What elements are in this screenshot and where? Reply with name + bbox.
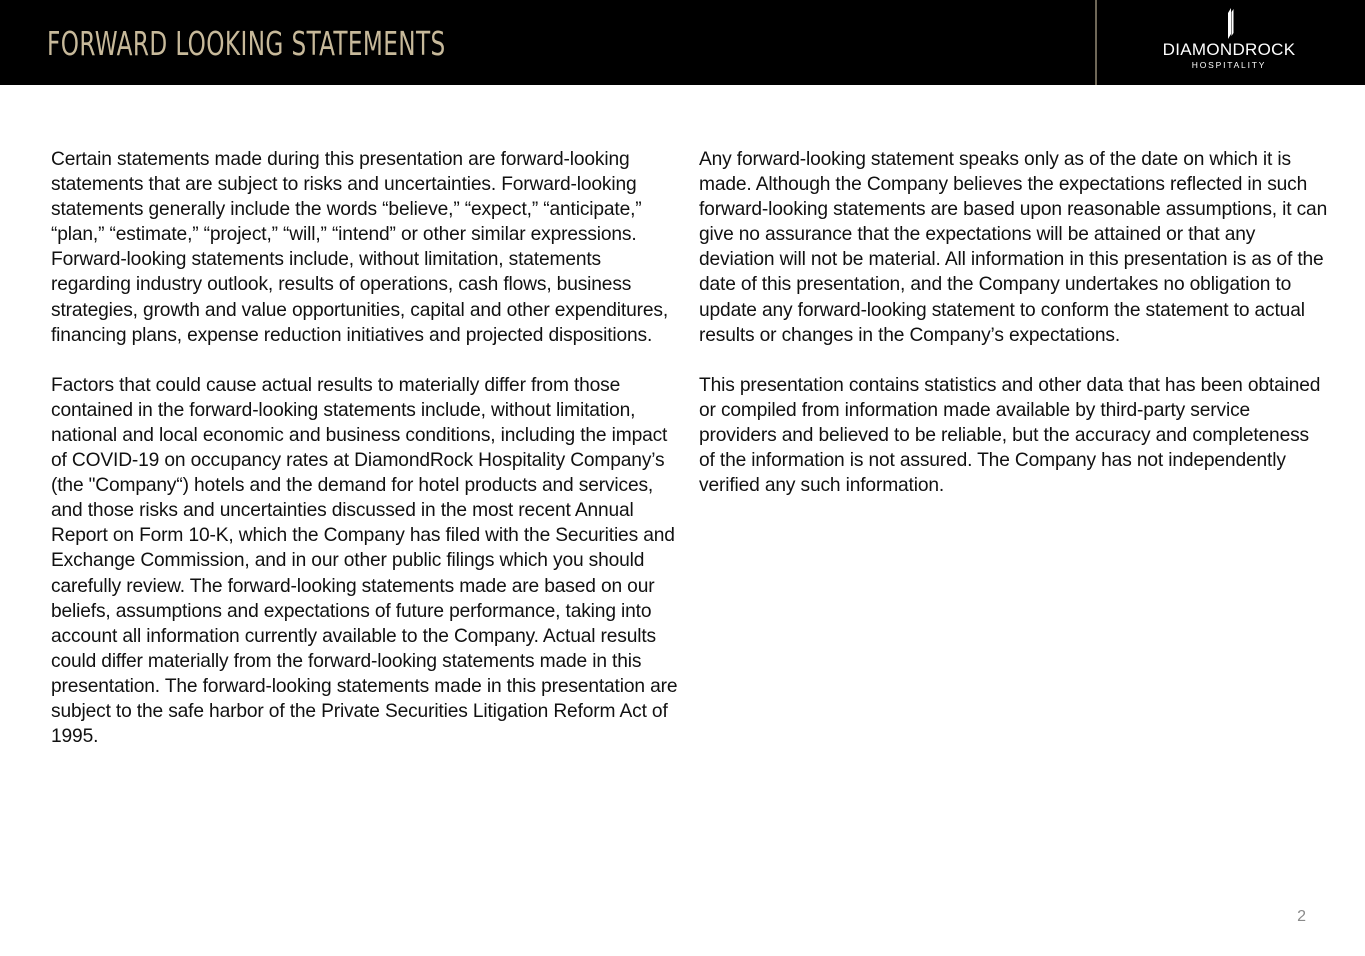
paragraph-forward-looking-definition: Certain statements made during this presentation are forward-looking statements that are subject to risks and uncertainties. Forward-looking statements generally include the words “believe,” “expect,” “anticipate,” “plan,” “estimate,” “project,” “will,” “intend” or other similar expressions. Forward-looking statements include, without limitation, statements regarding industry outlook, results of operations, cash flows, business strategies, growth and value opportunities, capital and other expenditures, financing plans, expense reduction initiatives and projected dispositions. [51,149,669,346]
logo-wordmark: DIAMONDROCK [1162,40,1296,59]
header-divider [1095,0,1097,85]
paragraph-risk-factors: Factors that could cause actual results to materially differ from those contained in the forward-looking statements include, without limitation, national and local economic and business conditions, including the impact of COVID-19 on occupancy rates at DiamondRock Hospitality Company’s (the "Company“) hotels and the demand for hotel products and services, and those risks and uncertainties discussed in the most recent Annual Report on Form 10-K, which the Company has filed with the Securities and Exchange Commission, and in our other public filings which you should carefully review. The forward-looking statements made are based on our beliefs, assumptions and expectations of future performance, taking into account all information currently available to the Company. Actual results could differ materially from the forward-looking statements made in this presentation. The forward-looking statements made in this presentation are subject to the safe harbor of the Private Securities Litigation Reform Act of 1995. [51,374,678,748]
left-column [51,147,681,774]
diamond-mark-icon [1219,6,1239,42]
page-title: FORWARD LOOKING STATEMENTS [47,24,446,63]
company-logo [1140,4,1320,80]
paragraph-third-party-data: This presentation contains statistics and other data that has been obtained or compiled from information made available by third-party service providers and believed to be reliable, but the accuracy and completeness of the information is not assured. The Company has not independently verified any such information. [699,374,1321,497]
paragraph-statement-date: Any forward-looking statement speaks only as of the date on which it is made. Although the Company believes the expectations reflected in such forward-looking statements are based upon reasonable assumptions, it can give no assurance that the expectations will be attained or that any deviation will not be material. All information in this presentation is as of the date of this presentation, and the Company undertakes no obligation to update any forward-looking statement to conform the statement to actual results or changes in the Company’s expectations. [699,149,1328,346]
page-number: 2 [1297,908,1306,925]
right-column [699,147,1329,523]
logo-subtitle: HOSPITALITY [1191,60,1267,70]
header-bar [0,0,1365,85]
